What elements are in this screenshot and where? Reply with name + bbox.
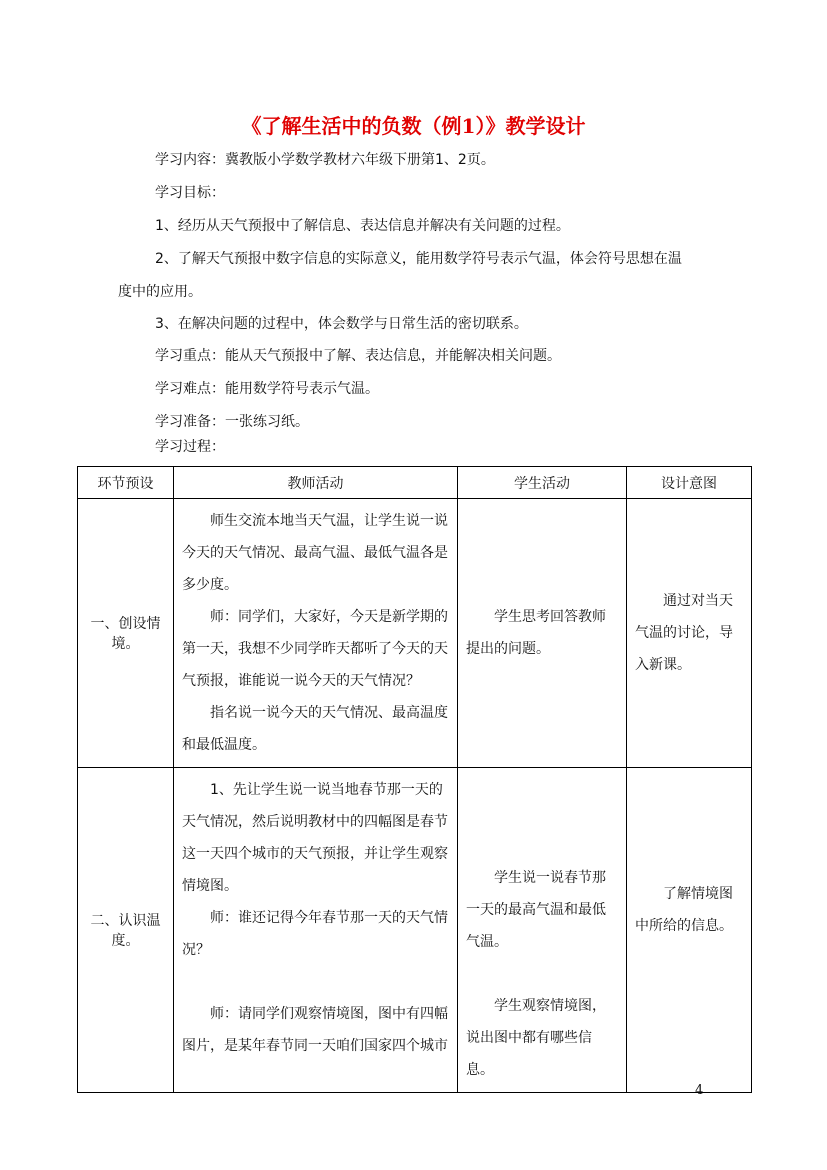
header-teacher-activity: 教师活动 xyxy=(174,467,458,499)
intent-paragraph: 了解情境图中所给的信息。 xyxy=(635,886,733,934)
stage-cell: 一、创设情境。 xyxy=(78,499,174,768)
teacher-paragraph: 1、先让学生说一说当地春节那一天的天气情况，然后说明教材中的四幅图是春节这一天四个城市的天气预报，并让学生观察情境图。 xyxy=(182,782,448,894)
learning-process-label: 学习过程： xyxy=(155,439,225,455)
table-row xyxy=(78,768,752,1093)
header-design-intent: 设计意图 xyxy=(627,467,752,499)
design-intent-cell xyxy=(627,499,752,768)
header-stage: 环节预设 xyxy=(78,467,174,499)
learning-key-point: 学习重点：能从天气预报中了解、表达信息，并能解决相关问题。 xyxy=(155,348,561,364)
header-student-activity: 学生活动 xyxy=(458,467,627,499)
teacher-activity-cell xyxy=(174,768,458,1093)
stage-cell: 二、认识温度。 xyxy=(78,768,174,1093)
learning-difficulty: 学习难点：能用数学符号表示气温。 xyxy=(155,381,379,397)
teacher-paragraph: 师：同学们，大家好，今天是新学期的第一天，我想不少同学昨天都听了今天的天气预报，谁能说一说今天的天气情况？ xyxy=(182,609,448,689)
learning-content: 学习内容：冀教版小学数学教材六年级下册第1、2页。 xyxy=(155,152,495,168)
table-row xyxy=(78,499,752,768)
table-header-row xyxy=(78,467,752,499)
intent-paragraph: 通过对当天气温的讨论，导入新课。 xyxy=(635,593,733,673)
document-title: 《了解生活中的负数（例1）》教学设计 xyxy=(241,114,586,138)
design-intent-cell xyxy=(627,768,752,1093)
teacher-paragraph: 师生交流本地当天气温，让学生说一说今天的天气情况、最高气温、最低气温各是多少度。 xyxy=(182,513,448,593)
teacher-paragraph: 师：谁还记得今年春节那一天的天气情况？ xyxy=(182,910,448,958)
learning-goals-label: 学习目标： xyxy=(155,185,225,201)
teacher-activity-cell xyxy=(174,499,458,768)
student-paragraph: 学生观察情境图，说出图中都有哪些信息。 xyxy=(466,998,606,1078)
student-paragraph: 学生说一说春节那一天的最高气温和最低气温。 xyxy=(466,870,606,950)
page-number: 4 xyxy=(695,1083,704,1098)
student-activity-cell xyxy=(458,499,627,768)
lesson-plan-table xyxy=(77,466,752,1093)
goal-2-line-1: 2、了解天气预报中数字信息的实际意义，能用数学符号表示气温，体会符号思想在温 xyxy=(155,251,682,267)
teacher-paragraph: 师：请同学们观察情境图，图中有四幅图片，是某年春节同一天咱们国家四个城市 xyxy=(182,1006,448,1054)
student-activity-cell xyxy=(458,768,627,1093)
goal-3: 3、在解决问题的过程中，体会数学与日常生活的密切联系。 xyxy=(155,316,528,332)
spacer xyxy=(466,958,618,990)
learning-preparation: 学习准备：一张练习纸。 xyxy=(155,414,309,430)
spacer xyxy=(182,966,449,998)
student-paragraph: 学生思考回答教师提出的问题。 xyxy=(466,609,606,657)
goal-2-line-2: 度中的应用。 xyxy=(118,284,202,300)
teacher-paragraph: 指名说一说今天的天气情况、最高温度和最低温度。 xyxy=(182,705,448,753)
goal-1: 1、经历从天气预报中了解信息、表达信息并解决有关问题的过程。 xyxy=(155,218,570,234)
